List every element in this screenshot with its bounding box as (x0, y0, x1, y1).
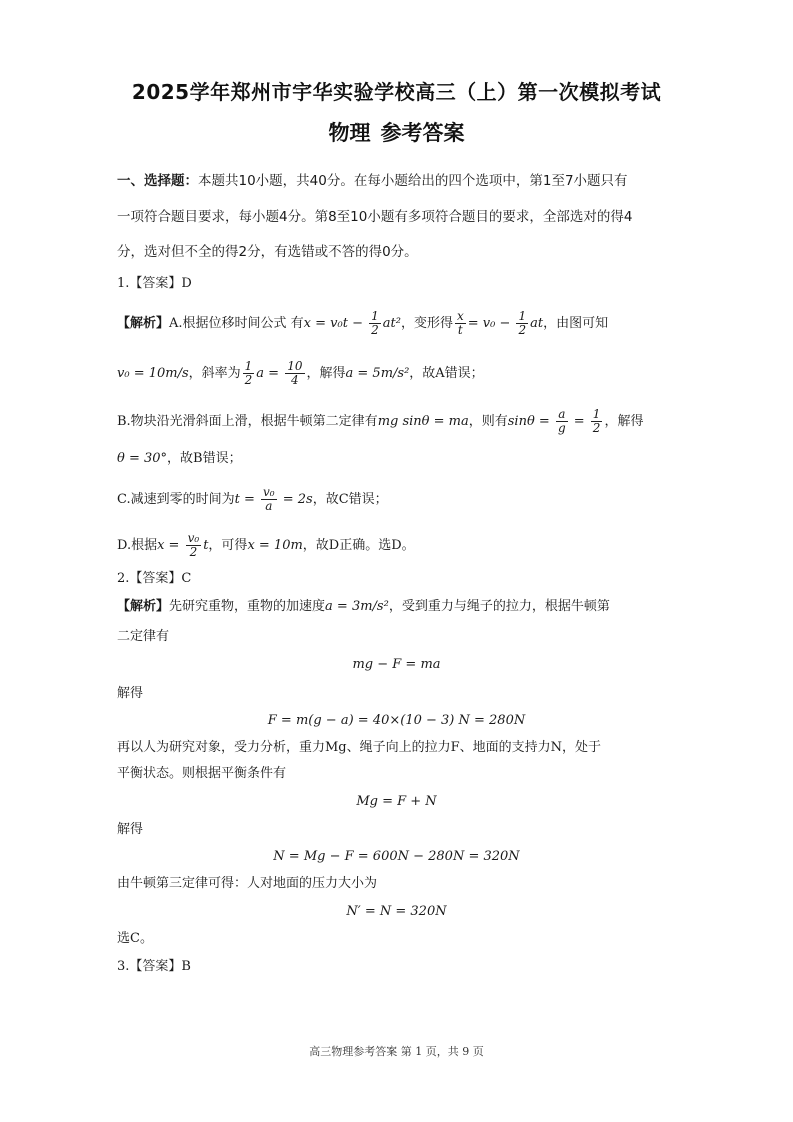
q1-a-formula2-tail: at (530, 316, 544, 331)
section1-desc1: 本题共10小题，共40分。在每小题给出的四个选项中，第1至7小题只有 (198, 173, 628, 189)
q2-equation2: F = m(g − a) = 40×(10 − 3) N = 280N (267, 713, 526, 728)
q1-slope-text: ，斜率为 (188, 366, 241, 381)
q1-c-conclusion: ，故C错误； (312, 492, 388, 507)
section1-line3: 分，选对但不全的得2分，有选错或不答的得0分。 (117, 244, 418, 260)
q1-d-frac: $\frac{\text{v₀}}{2}$ (187, 531, 200, 559)
q2-analysis-line4: 平衡状态。则根据平衡条件有 (117, 766, 287, 781)
q1-a-frac3: $\frac{1}{2}$ (518, 309, 527, 337)
page-subtitle (0, 117, 793, 147)
q2-analysis-line2: 二定律有 (117, 629, 170, 644)
q2-solve2: 解得 (117, 822, 144, 837)
q1-answer: 1.【答案】D (117, 276, 192, 291)
q1-v0: v₀ = 10m/s (117, 366, 189, 381)
q2-equation1: mg − F = ma (352, 657, 441, 672)
q1-a-text3: ，由图可知 (543, 316, 609, 331)
q1-c-result: = 2s (278, 492, 313, 507)
page-footer: 高三物理参考答案 第 1 页，共 9 页 (309, 1045, 484, 1058)
q1-b-eq: = (569, 414, 589, 429)
q2-equation5: N′ = N = 320N (346, 904, 447, 919)
section1-line2: 一项符合题目要求，每小题4分。第8至10小题有多项符合题目的要求，全部选对的得4 (117, 209, 633, 225)
q1-analysis-c (117, 486, 388, 513)
q1-b-text3: ，解得 (604, 414, 644, 429)
q1-a-formula2: = v₀ − (467, 316, 515, 331)
q2-equation4: N = Mg − F = 600N − 280N = 320N (273, 849, 520, 864)
q1-a-frac2: $\frac{x}{t}$ (456, 309, 464, 337)
q1-c-text1: C.减速到零的时间为 (117, 492, 235, 507)
q1-half-frac: $\frac{1}{2}$ (244, 359, 253, 387)
q1-analysis-b-line2 (117, 449, 242, 469)
q2-solve1: 解得 (117, 686, 144, 701)
q1-b-frac: $\frac{a}{g}$ (557, 407, 566, 435)
q2-text2: ，受到重力与绳子的拉力，根据牛顿第 (388, 599, 610, 614)
q1-b-text1: B.物块沿光滑斜面上滑，根据牛顿第二定律有 (117, 414, 378, 429)
q1-a-text2: ，变形得 (400, 316, 453, 331)
q1-d-conclusion: ，故D正确。选D。 (302, 538, 415, 553)
q1-b-formula1: mg sinθ = ma (377, 414, 469, 429)
q1-a-formula1-tail: at² (382, 316, 401, 331)
q1-d-text1: D.根据 (117, 538, 158, 553)
q2-equation3: Mg = F + N (356, 794, 437, 809)
q3-answer: 3.【答案】B (117, 959, 191, 974)
q2-answer: 2.【答案】C (117, 571, 192, 586)
q1-b-conclusion: ，故B错误； (167, 451, 242, 466)
section1-line1 (117, 171, 628, 191)
q1-b-formula2: sinθ = (507, 414, 554, 429)
q2-analysis-tag: 【解析】 (117, 599, 170, 614)
section1-label: 一、选择题： (117, 173, 198, 189)
q2-accel-formula: a = 3m/s² (325, 599, 389, 614)
q1-d-result: x = 10m (247, 538, 303, 553)
q1-a-conclusion: ，故A错误； (409, 366, 484, 381)
q2-text1: 先研究重物，重物的加速度 (169, 599, 326, 614)
page-title: 2025学年郑州市宇华实验学校高三（上）第一次模拟考试 (131, 80, 662, 104)
q1-d-text2: ，可得 (208, 538, 248, 553)
q1-c-frac: $\frac{\text{v₀}}{a}$ (263, 485, 275, 513)
q1-a-frac1: $\frac{1}{2}$ (371, 309, 379, 337)
q1-analysis-a (117, 310, 608, 337)
q1-analysis-d (117, 532, 415, 559)
q1-a-text1: A.根据位移时间公式 有 (169, 316, 304, 331)
q1-d-formula-tail: t (203, 538, 209, 553)
q1-solve-text: ，解得 (306, 366, 346, 381)
q2-analysis-line1 (117, 597, 610, 617)
q1-analysis-tag: 【解析】 (117, 316, 170, 331)
q1-a-formula1: x = v₀t − (303, 316, 368, 331)
q1-analysis-b (117, 408, 643, 435)
subject-label: 物理 (328, 121, 371, 145)
q1-a-result: a = 5m/s² (345, 366, 410, 381)
q1-analysis-a-line2 (117, 360, 484, 387)
q1-slope-frac: $\frac{10}{4}$ (287, 359, 303, 387)
q2-analysis-line3: 再以人为研究对象，受力分析，重力Mg、绳子向上的拉力F、地面的支持力N，处于 (117, 740, 602, 755)
q1-b-text2: ，则有 (468, 414, 508, 429)
q1-b-result: θ = 30° (117, 451, 168, 466)
q1-a-mid: a = (256, 366, 284, 381)
q1-c-formula: t = (234, 492, 260, 507)
q1-d-formula: x = (157, 538, 184, 553)
answer-key-label: 参考答案 (380, 121, 465, 145)
q2-analysis-line5: 由牛顿第三定律可得：人对地面的压力大小为 (117, 876, 378, 891)
q2-choose: 选C。 (117, 931, 153, 946)
q1-b-frac2: $\frac{1}{2}$ (592, 407, 601, 435)
